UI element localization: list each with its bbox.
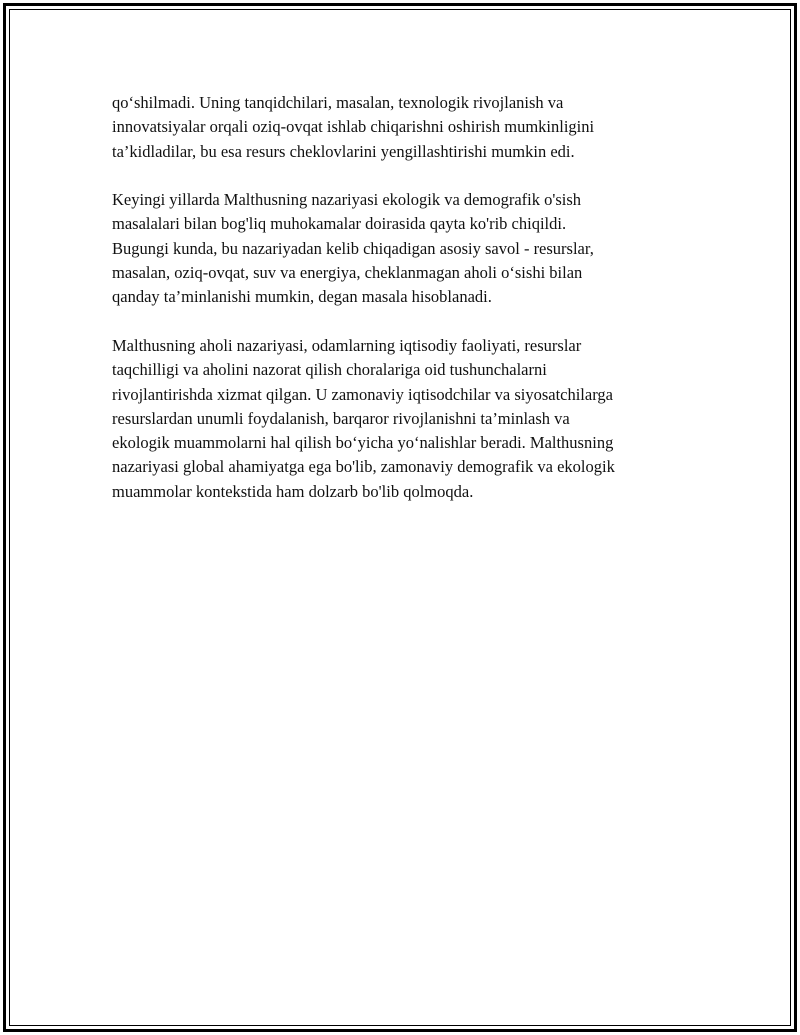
paragraph-line: Keyingi yillarda Malthusning nazariyasi ekologik va demografik o'sish (112, 190, 581, 210)
paragraph-line: qanday ta’minlanishi mumkin, degan masala hisoblanadi. (112, 287, 492, 307)
document-body (112, 91, 692, 528)
paragraph-line: innovatsiyalar orqali oziq-ovqat ishlab chiqarishni oshirish mumkinligini (112, 117, 595, 137)
paragraph-line: ekologik muammolarni hal qilish bo‘yicha yo‘nalishlar beradi. Malthusning (112, 433, 614, 453)
paragraph-1 (112, 91, 692, 164)
paragraph-line: masalalari bilan bog'liq muhokamalar doirasida qayta ko'rib chiqildi. (112, 214, 567, 234)
paragraph-line: Malthusning aholi nazariyasi, odamlarning iqtisodiy faoliyati, resurslar (112, 335, 582, 355)
paragraph-line: ta’kidladilar, bu esa resurs cheklovlarini yengillashtirishi mumkin edi. (112, 141, 575, 161)
paragraph-line: Bugungi kunda, bu nazariyadan kelib chiqadigan asosiy savol - resurslar, (112, 238, 594, 258)
paragraph-line: resurslardan unumli foydalanish, barqaror rivojlanishni ta’minlash va (112, 408, 570, 428)
paragraph-2 (112, 188, 692, 309)
paragraph-line: muammolar kontekstida ham dolzarb bo'lib qolmoqda. (112, 481, 474, 501)
paragraph-line: rivojlantirishda xizmat qilgan. U zamonaviy iqtisodchilar va siyosatchilarga (112, 384, 613, 404)
paragraph-line: taqchilligi va aholini nazorat qilish choralariga oid tushunchalarni (112, 360, 547, 380)
paragraph-line: masalan, oziq-ovqat, suv va energiya, cheklanmagan aholi o‘sishi bilan (112, 263, 583, 283)
paragraph-line: nazariyasi global ahamiyatga ega bo'lib, zamonaviy demografik va ekologik (112, 457, 615, 477)
paragraph-3 (112, 334, 692, 504)
paragraph-line: qo‘shilmadi. Uning tanqidchilari, masalan, texnologik rivojlanish va (112, 93, 564, 112)
